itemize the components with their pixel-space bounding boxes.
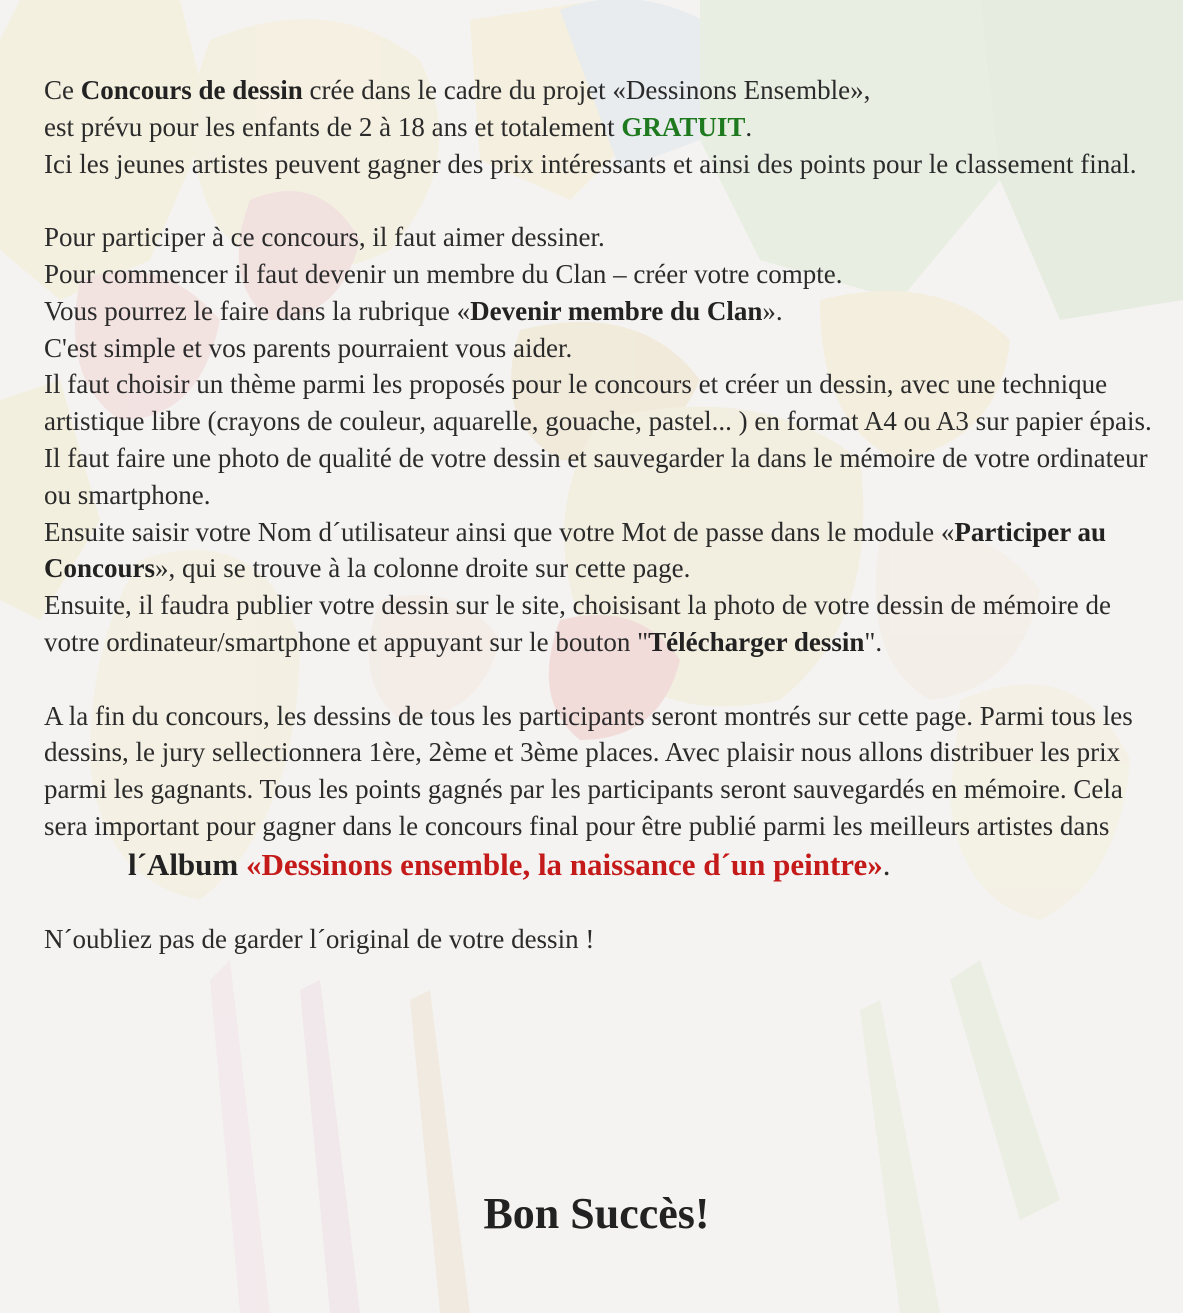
closing-greeting: Bon Succès! [483, 1189, 710, 1238]
spacer [44, 661, 1154, 698]
intro-text: Ce [44, 75, 81, 105]
intro-line-3: Ici les jeunes artistes peuvent gagner des prix intéressants et ainsi des points pour le classement final. [44, 148, 1137, 179]
album-prefix: l´Album [128, 846, 246, 882]
reminder-text: N´oubliez pas de garder l´original de votre dessin ! [44, 923, 595, 954]
participer-module-name: Participer au Concours [44, 516, 1107, 584]
intro-text: . [745, 111, 753, 142]
concours-title: Concours de dessin [80, 75, 303, 105]
intro-line-2 [44, 109, 1154, 146]
results-paragraph: A la fin du concours, les dessins de tous les participants seront montrés sur cette page. Parmi tous les dessins, le jury sellectionnera 1ère, 2ème et 3ème places. Avec plaisir nous allons distribuer les prix parmi les gagnants. Tous les points gagnés par les participants seront sauvegardés en mémoire. Cela sera important pour gagner dans le concours final pour être publié parmi les meilleurs artistes dans [44, 700, 1133, 841]
step-text: Ensuite, il faudra publier votre dessin sur le site, choisisant la photo de votre dessin de mémoire de votre ordinateur/smartphone et appuyant sur le bouton " [44, 590, 1111, 657]
intro-text: est prévu pour les enfants de 2 à 18 ans et totalement [44, 111, 622, 142]
participation-step: Pour commencer il faut devenir un membre du Clan – créer votre compte. [44, 258, 843, 289]
participation-step: Pour participer à ce concours, il faut aimer dessiner. [44, 222, 605, 253]
participation-step [44, 293, 1154, 330]
intro-line-1 [44, 72, 1154, 109]
participation-step [44, 587, 1154, 661]
album-title: «Dessinons ensemble, la naissance d´un peintre» [246, 846, 883, 882]
gratuit-highlight: GRATUIT [621, 111, 746, 142]
devenir-membre-link-text: Devenir membre du Clan [470, 295, 763, 326]
participation-step: C'est simple et vos parents pourraient vous aider. [44, 332, 573, 363]
contest-description [44, 72, 1154, 958]
spacer [44, 182, 1154, 219]
album-suffix: . [882, 846, 891, 882]
step-text: ". [864, 626, 883, 657]
step-text: Ensuite saisir votre Nom d´utilisateur ainsi que votre Mot de passe dans le module « [44, 516, 955, 547]
participation-step: Il faut faire une photo de qualité de votre dessin et sauvegarder la dans le mémoire de votre ordinateur ou smartphone. [44, 442, 1148, 510]
telecharger-button-name: Télécharger dessin [648, 626, 865, 657]
participation-step [44, 514, 1154, 588]
album-title-line [44, 845, 1154, 885]
participation-step: Il faut choisir un thème parmi les proposés pour le concours et créer un dessin, avec une technique artistique libre (crayons de couleur, aquarelle, gouache, pastel... ) en format A4 ou A3 sur papier épais. [44, 369, 1152, 437]
step-text: Vous pourrez le faire dans la rubrique « [44, 295, 471, 326]
intro-text: crée dans le cadre du projet «Dessinons Ensemble», [302, 75, 871, 105]
step-text: ». [762, 295, 783, 326]
step-text: », qui se trouve à la colonne droite sur cette page. [155, 553, 691, 584]
